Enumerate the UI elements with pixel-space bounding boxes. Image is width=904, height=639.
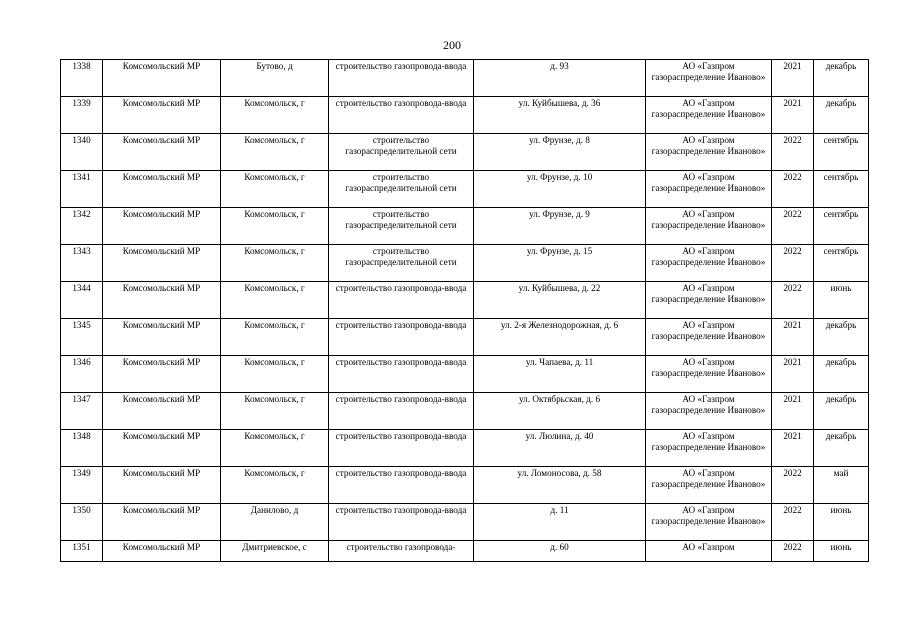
table-row bbox=[61, 245, 869, 282]
cell-settlement: Комсомольск, г bbox=[221, 393, 329, 430]
cell-district: Комсомольский МР bbox=[103, 134, 221, 171]
cell-settlement: Комсомольск, г bbox=[221, 97, 329, 134]
cell-number: 1349 bbox=[61, 467, 103, 504]
cell-settlement: Комсомольск, г bbox=[221, 282, 329, 319]
cell-settlement: Комсомольск, г bbox=[221, 467, 329, 504]
table-row bbox=[61, 319, 869, 356]
table-row bbox=[61, 541, 869, 562]
cell-organization: АО «Газпром газораспределение Иваново» bbox=[646, 208, 772, 245]
cell-year: 2022 bbox=[772, 467, 814, 504]
cell-organization: АО «Газпром газораспределение Иваново» bbox=[646, 393, 772, 430]
cell-organization: АО «Газпром газораспределение Иваново» bbox=[646, 430, 772, 467]
cell-settlement: Дмитриевское, с bbox=[221, 541, 329, 562]
cell-address: ул. Октябрьская, д. 6 bbox=[474, 393, 646, 430]
cell-settlement: Комсомольск, г bbox=[221, 245, 329, 282]
cell-district: Комсомольский МР bbox=[103, 282, 221, 319]
cell-number: 1344 bbox=[61, 282, 103, 319]
cell-work-type: строительство газопровода- bbox=[329, 541, 474, 562]
cell-district: Комсомольский МР bbox=[103, 467, 221, 504]
gasification-table bbox=[60, 59, 869, 562]
cell-district: Комсомольский МР bbox=[103, 430, 221, 467]
cell-district: Комсомольский МР bbox=[103, 171, 221, 208]
cell-month: июнь bbox=[814, 282, 869, 319]
table-row bbox=[61, 282, 869, 319]
cell-work-type: строительство газораспределительной сети bbox=[329, 245, 474, 282]
cell-district: Комсомольский МР bbox=[103, 504, 221, 541]
cell-number: 1342 bbox=[61, 208, 103, 245]
cell-year: 2022 bbox=[772, 134, 814, 171]
cell-work-type: строительство газораспределительной сети bbox=[329, 171, 474, 208]
table-row bbox=[61, 97, 869, 134]
cell-address: д. 93 bbox=[474, 60, 646, 97]
cell-settlement: Комсомольск, г bbox=[221, 171, 329, 208]
cell-address: ул. Фрунзе, д. 9 bbox=[474, 208, 646, 245]
cell-month: июнь bbox=[814, 541, 869, 562]
cell-work-type: строительство газопровода-ввода bbox=[329, 393, 474, 430]
cell-settlement: Комсомольск, г bbox=[221, 319, 329, 356]
cell-month: сентябрь bbox=[814, 171, 869, 208]
cell-number: 1350 bbox=[61, 504, 103, 541]
cell-number: 1343 bbox=[61, 245, 103, 282]
cell-number: 1348 bbox=[61, 430, 103, 467]
cell-organization: АО «Газпром газораспределение Иваново» bbox=[646, 467, 772, 504]
cell-organization: АО «Газпром газораспределение Иваново» bbox=[646, 356, 772, 393]
cell-work-type: строительство газопровода-ввода bbox=[329, 282, 474, 319]
table-row bbox=[61, 393, 869, 430]
cell-number: 1338 bbox=[61, 60, 103, 97]
cell-address: ул. Чапаева, д. 11 bbox=[474, 356, 646, 393]
cell-address: ул. 2-я Железнодорожная, д. 6 bbox=[474, 319, 646, 356]
page-number: 200 bbox=[443, 38, 461, 52]
table-row bbox=[61, 134, 869, 171]
cell-work-type: строительство газопровода-ввода bbox=[329, 467, 474, 504]
cell-district: Комсомольский МР bbox=[103, 245, 221, 282]
cell-month: декабрь bbox=[814, 393, 869, 430]
cell-organization: АО «Газпром газораспределение Иваново» bbox=[646, 319, 772, 356]
cell-year: 2021 bbox=[772, 393, 814, 430]
cell-year: 2021 bbox=[772, 430, 814, 467]
cell-month: июнь bbox=[814, 504, 869, 541]
cell-district: Комсомольский МР bbox=[103, 541, 221, 562]
cell-organization: АО «Газпром газораспределение Иваново» bbox=[646, 245, 772, 282]
cell-organization: АО «Газпром газораспределение Иваново» bbox=[646, 134, 772, 171]
table-row bbox=[61, 356, 869, 393]
cell-organization: АО «Газпром газораспределение Иваново» bbox=[646, 282, 772, 319]
table-row bbox=[61, 504, 869, 541]
table-row bbox=[61, 208, 869, 245]
cell-number: 1339 bbox=[61, 97, 103, 134]
cell-number: 1347 bbox=[61, 393, 103, 430]
cell-year: 2022 bbox=[772, 541, 814, 562]
cell-address: д. 11 bbox=[474, 504, 646, 541]
cell-district: Комсомольский МР bbox=[103, 208, 221, 245]
cell-organization: АО «Газпром bbox=[646, 541, 772, 562]
cell-address: ул. Фрунзе, д. 8 bbox=[474, 134, 646, 171]
cell-organization: АО «Газпром газораспределение Иваново» bbox=[646, 504, 772, 541]
cell-work-type: строительство газопровода-ввода bbox=[329, 319, 474, 356]
cell-year: 2021 bbox=[772, 97, 814, 134]
table-row bbox=[61, 430, 869, 467]
cell-settlement: Бутово, д bbox=[221, 60, 329, 97]
cell-month: сентябрь bbox=[814, 208, 869, 245]
cell-work-type: строительство газопровода-ввода bbox=[329, 97, 474, 134]
table-row bbox=[61, 171, 869, 208]
cell-year: 2022 bbox=[772, 504, 814, 541]
cell-month: май bbox=[814, 467, 869, 504]
cell-district: Комсомольский МР bbox=[103, 393, 221, 430]
cell-month: декабрь bbox=[814, 430, 869, 467]
cell-address: ул. Ломоносова, д. 58 bbox=[474, 467, 646, 504]
cell-work-type: строительство газораспределительной сети bbox=[329, 134, 474, 171]
cell-settlement: Комсомольск, г bbox=[221, 430, 329, 467]
cell-year: 2022 bbox=[772, 245, 814, 282]
cell-work-type: строительство газопровода-ввода bbox=[329, 60, 474, 97]
cell-organization: АО «Газпром газораспределение Иваново» bbox=[646, 97, 772, 134]
cell-district: Комсомольский МР bbox=[103, 60, 221, 97]
cell-address: ул. Фрунзе, д. 15 bbox=[474, 245, 646, 282]
cell-number: 1345 bbox=[61, 319, 103, 356]
cell-district: Комсомольский МР bbox=[103, 319, 221, 356]
cell-settlement: Комсомольск, г bbox=[221, 356, 329, 393]
cell-month: сентябрь bbox=[814, 134, 869, 171]
cell-settlement: Данилово, д bbox=[221, 504, 329, 541]
cell-year: 2021 bbox=[772, 60, 814, 97]
cell-address: ул. Фрунзе, д. 10 bbox=[474, 171, 646, 208]
cell-work-type: строительство газопровода-ввода bbox=[329, 356, 474, 393]
cell-work-type: строительство газопровода-ввода bbox=[329, 504, 474, 541]
cell-district: Комсомольский МР bbox=[103, 97, 221, 134]
cell-settlement: Комсомольск, г bbox=[221, 208, 329, 245]
cell-number: 1341 bbox=[61, 171, 103, 208]
cell-number: 1346 bbox=[61, 356, 103, 393]
cell-year: 2022 bbox=[772, 208, 814, 245]
cell-year: 2022 bbox=[772, 171, 814, 208]
cell-number: 1351 bbox=[61, 541, 103, 562]
cell-year: 2021 bbox=[772, 319, 814, 356]
table-row bbox=[61, 467, 869, 504]
cell-settlement: Комсомольск, г bbox=[221, 134, 329, 171]
cell-year: 2022 bbox=[772, 282, 814, 319]
cell-district: Комсомольский МР bbox=[103, 356, 221, 393]
cell-address: ул. Куйбышева, д. 22 bbox=[474, 282, 646, 319]
cell-month: декабрь bbox=[814, 97, 869, 134]
cell-address: д. 60 bbox=[474, 541, 646, 562]
table-row bbox=[61, 60, 869, 97]
cell-year: 2021 bbox=[772, 356, 814, 393]
cell-organization: АО «Газпром газораспределение Иваново» bbox=[646, 60, 772, 97]
cell-work-type: строительство газопровода-ввода bbox=[329, 430, 474, 467]
cell-month: декабрь bbox=[814, 60, 869, 97]
table-body bbox=[61, 60, 869, 562]
cell-month: декабрь bbox=[814, 319, 869, 356]
cell-month: сентябрь bbox=[814, 245, 869, 282]
cell-address: ул. Люлина, д. 40 bbox=[474, 430, 646, 467]
cell-month: декабрь bbox=[814, 356, 869, 393]
cell-address: ул. Куйбышева, д. 36 bbox=[474, 97, 646, 134]
cell-work-type: строительство газораспределительной сети bbox=[329, 208, 474, 245]
cell-organization: АО «Газпром газораспределение Иваново» bbox=[646, 171, 772, 208]
cell-number: 1340 bbox=[61, 134, 103, 171]
